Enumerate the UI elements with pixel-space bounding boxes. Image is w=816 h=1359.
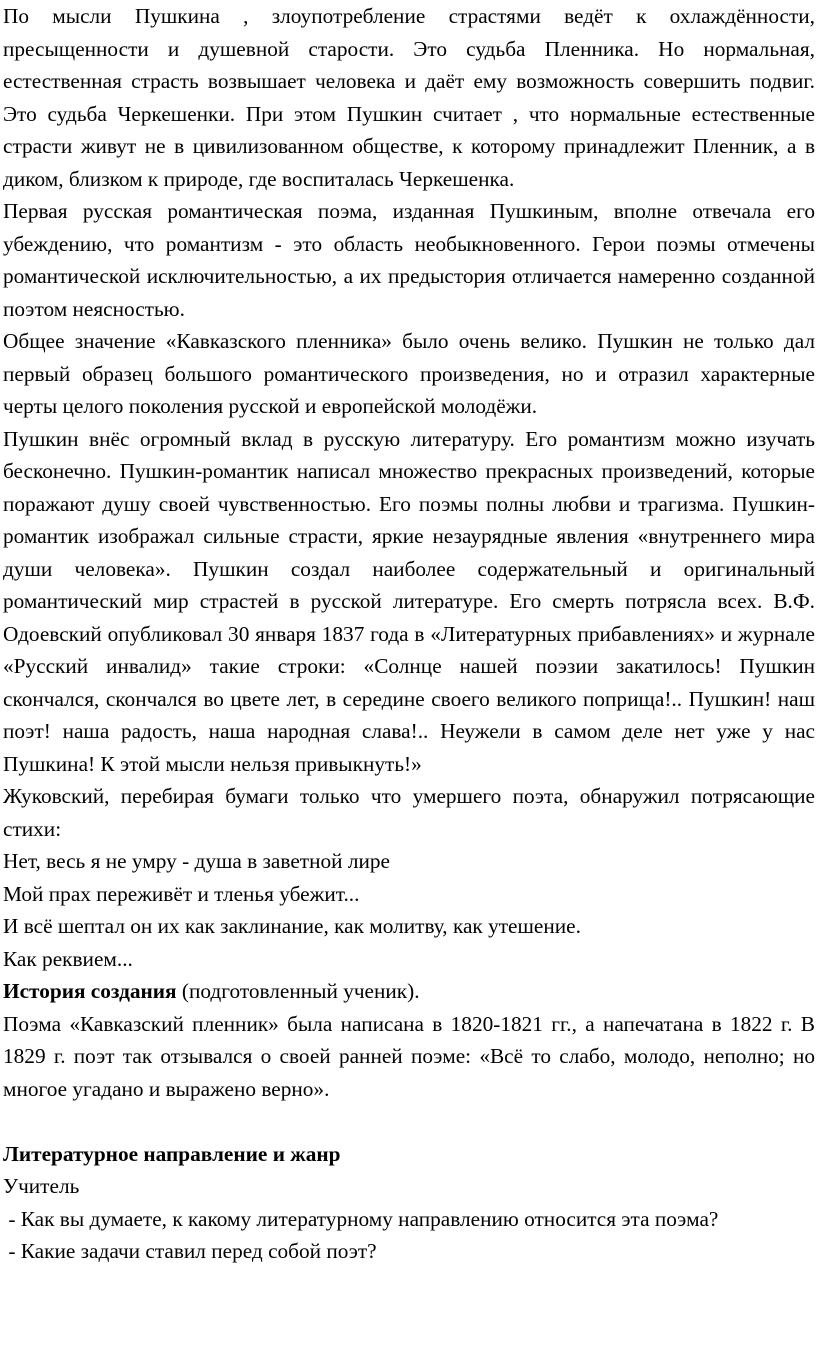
paragraph-significance: Общее значение «Кавказского пленника» было очень велико. Пушкин не только дал первый образец большого романтического произведения, но и отразил характерные черты целого поколения русской и европейской молодёжи. bbox=[3, 329, 815, 418]
history-text: Поэма «Кавказский пленник» была написана в 1820-1821 гг., а напечатана в 1822 г. В 1829 г. поэт так отзывался о своей ранней поэме: «Всё то слабо, молодо, неполно; но многое угадано и выражено верно». bbox=[3, 1011, 815, 1101]
history-heading-line bbox=[3, 975, 815, 1008]
paragraph-contribution: Пушкин внёс огромный вклад в русскую литературу. Его романтизм можно изучать бесконечно. Пушкин-романтик написал множество прекрасных произведений, которые поражают душу своей чувственностью. Его поэмы полны любви и трагизма. Пушкин-романтик изображал сильные страсти, яркие незаурядные явления «внутреннего мира души человека». Пушкин создал наиболее содержательный и оригинальный романтический мир страстей в русской литературе. Его смерть потрясла всех. В.Ф. Одоевский опубликовал 30 января 1837 года в «Литературных прибавлениях» и журнале «Русский инвалид» такие строки: «Солнце нашей поэзии закатилось! Пушкин скончался, скончался во цвете лет, в середине своего великого поприща!.. Пушкин! наш поэт! наша радость, наша народная слава!.. Неужели в самом деле нет уже у нас Пушкина! К этой мысли нельзя привыкнуть!» bbox=[3, 426, 815, 776]
paragraph-first-romantic-poem: Первая русская романтическая поэма, изданная Пушкиным, вполне отвечала его убеждению, что романтизм - это область необыкновенного. Герои поэмы отмечены романтической исключительностью, а их предыстория отличается намеренно созданной поэтом неясностью. bbox=[3, 199, 815, 321]
history-note: (подготовленный ученик). bbox=[176, 979, 420, 1003]
question-item: - Какие задачи ставил перед собой поэт? bbox=[3, 1239, 377, 1263]
after-poem-line: И всё шептал он их как заклинание, как молитву, как утешение. bbox=[3, 914, 581, 938]
history-heading: История создания bbox=[3, 979, 177, 1003]
paragraph-passions: По мысли Пушкина , злоупотребление страстями ведёт к охлаждённости, пресыщенности и душевной старости. Это судьба Пленника. Но нормальная, естественная страсть возвышает человека и даёт ему возможность совершить подвиг. Это судьба Черкешенки. При этом Пушкин считает , что нормальные естественные страсти живут не в цивилизованном обществе, к которому принадлежит Пленник, а в диком, близком к природе, где воспиталась Черкешенка. bbox=[3, 4, 815, 191]
genre-heading: Литературное направление и жанр bbox=[3, 1141, 341, 1166]
speaker-label: Учитель bbox=[3, 1174, 80, 1198]
after-poem-line: Как реквием... bbox=[3, 946, 133, 971]
poem-line: Нет, весь я не умру - душа в заветной лире bbox=[3, 849, 390, 873]
blank-line bbox=[3, 1105, 815, 1138]
question-item: - Как вы думаете, к какому литературному направлению относится эта поэма? bbox=[3, 1206, 719, 1231]
paragraph-zhukovsky: Жуковский, перебирая бумаги только что умершего поэта, обнаружил потрясающие стихи: bbox=[3, 784, 815, 841]
poem-line: Мой прах переживёт и тленья убежит... bbox=[3, 881, 360, 906]
